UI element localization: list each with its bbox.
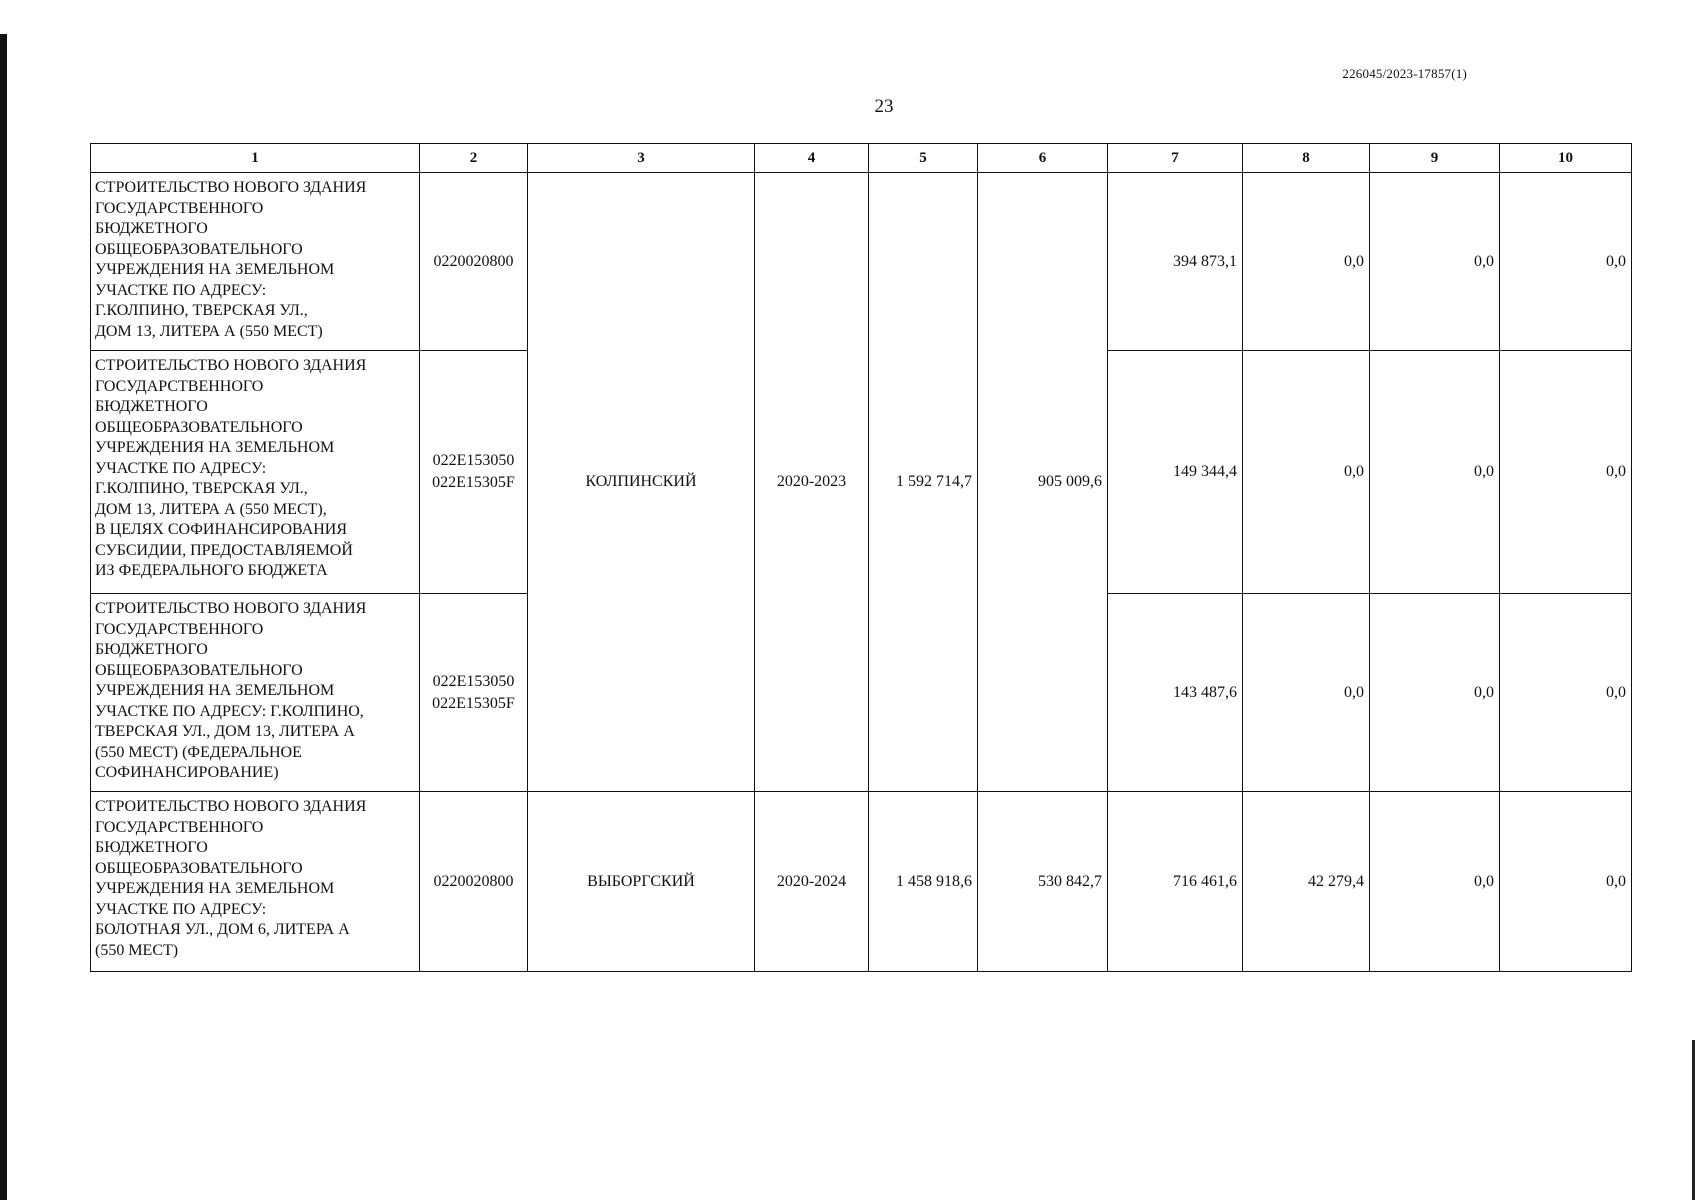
column-header: 8 <box>1243 144 1370 173</box>
col9-cell: 0,0 <box>1370 173 1500 351</box>
column-header: 3 <box>528 144 755 173</box>
col9-cell: 0,0 <box>1370 594 1500 792</box>
column-header: 4 <box>755 144 869 173</box>
col8-cell: 0,0 <box>1243 173 1370 351</box>
total-cost-cell: 1 592 714,7 <box>869 173 978 792</box>
column-header: 2 <box>420 144 528 173</box>
column-header: 1 <box>91 144 420 173</box>
column-header: 7 <box>1108 144 1243 173</box>
prior-funding-cell: 530 842,7 <box>978 792 1108 972</box>
budget-code-cell: 022Е153050 022Е15305F <box>420 351 528 594</box>
col9-cell: 0,0 <box>1370 792 1500 972</box>
col7-cell: 716 461,6 <box>1108 792 1243 972</box>
header-row <box>91 144 1632 173</box>
budget-code-cell: 0220020800 <box>420 792 528 972</box>
scan-border-left <box>0 34 7 1200</box>
object-name-cell: СТРОИТЕЛЬСТВО НОВОГО ЗДАНИЯ ГОСУДАРСТВЕННОГО БЮДЖЕТНОГО ОБЩЕОБРАЗОВАТЕЛЬНОГО УЧРЕЖДЕНИЯ НА ЗЕМЕЛЬНОМ УЧАСТКЕ ПО АДРЕСУ: Г.КОЛПИНО, ТВЕРСКАЯ УЛ., ДОМ 13, ЛИТЕРА А (550 МЕСТ), В ЦЕЛЯХ СОФИНАНСИРОВАНИЯ СУБСИДИИ, ПРЕДОСТАВЛЯЕМОЙ ИЗ ФЕДЕРАЛЬНОГО БЮДЖЕТА <box>91 351 420 594</box>
object-name-cell: СТРОИТЕЛЬСТВО НОВОГО ЗДАНИЯ ГОСУДАРСТВЕННОГО БЮДЖЕТНОГО ОБЩЕОБРАЗОВАТЕЛЬНОГО УЧРЕЖДЕНИЯ НА ЗЕМЕЛЬНОМ УЧАСТКЕ ПО АДРЕСУ: БОЛОТНАЯ УЛ., ДОМ 6, ЛИТЕРА А (550 МЕСТ) <box>91 792 420 972</box>
col7-cell: 143 487,6 <box>1108 594 1243 792</box>
document-reference: 226045/2023-17857(1) <box>1342 66 1467 81</box>
col9-cell: 0,0 <box>1370 351 1500 594</box>
budget-code-cell: 0220020800 <box>420 173 528 351</box>
col7-cell: 394 873,1 <box>1108 173 1243 351</box>
total-cost-cell: 1 458 918,6 <box>869 792 978 972</box>
district-cell: ВЫБОРГСКИЙ <box>528 792 755 972</box>
column-header: 9 <box>1370 144 1500 173</box>
col10-cell: 0,0 <box>1500 351 1632 594</box>
col8-cell: 0,0 <box>1243 351 1370 594</box>
col8-cell: 0,0 <box>1243 594 1370 792</box>
col10-cell: 0,0 <box>1500 594 1632 792</box>
column-header: 6 <box>978 144 1108 173</box>
col10-cell: 0,0 <box>1500 792 1632 972</box>
budget-code-cell: 022Е153050 022Е15305F <box>420 594 528 792</box>
construction-table <box>90 143 1632 972</box>
page-number: 23 <box>874 96 894 117</box>
district-cell: КОЛПИНСКИЙ <box>528 173 755 792</box>
object-name-cell: СТРОИТЕЛЬСТВО НОВОГО ЗДАНИЯ ГОСУДАРСТВЕННОГО БЮДЖЕТНОГО ОБЩЕОБРАЗОВАТЕЛЬНОГО УЧРЕЖДЕНИЯ НА ЗЕМЕЛЬНОМ УЧАСТКЕ ПО АДРЕСУ: Г.КОЛПИНО, ТВЕРСКАЯ УЛ., ДОМ 13, ЛИТЕРА А (550 МЕСТ) <box>91 173 420 351</box>
table-row <box>91 173 1632 351</box>
col10-cell: 0,0 <box>1500 173 1632 351</box>
column-header: 10 <box>1500 144 1632 173</box>
period-cell: 2020-2023 <box>755 173 869 792</box>
prior-funding-cell: 905 009,6 <box>978 173 1108 792</box>
period-cell: 2020-2024 <box>755 792 869 972</box>
col7-cell: 149 344,4 <box>1108 351 1243 594</box>
object-name-cell: СТРОИТЕЛЬСТВО НОВОГО ЗДАНИЯ ГОСУДАРСТВЕННОГО БЮДЖЕТНОГО ОБЩЕОБРАЗОВАТЕЛЬНОГО УЧРЕЖДЕНИЯ НА ЗЕМЕЛЬНОМ УЧАСТКЕ ПО АДРЕСУ: Г.КОЛПИНО, ТВЕРСКАЯ УЛ., ДОМ 13, ЛИТЕРА А (550 МЕСТ) (ФЕДЕРАЛЬНОЕ СОФИНАНСИРОВАНИЕ) <box>91 594 420 792</box>
table-row <box>91 792 1632 972</box>
column-header: 5 <box>869 144 978 173</box>
col8-cell: 42 279,4 <box>1243 792 1370 972</box>
